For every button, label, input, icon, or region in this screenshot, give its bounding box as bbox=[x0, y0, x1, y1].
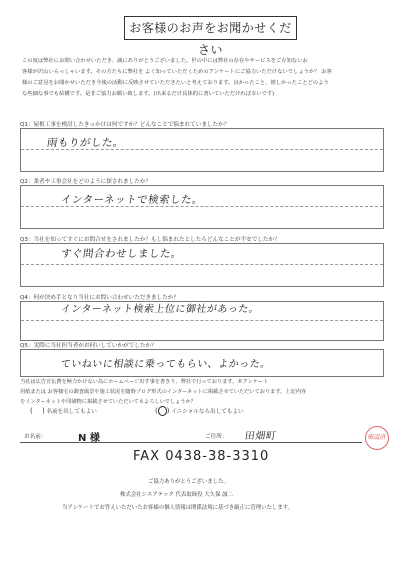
answer-box-3 bbox=[20, 243, 384, 287]
answer-3-handwriting: すぐ問合わせしました。 bbox=[60, 248, 183, 260]
consent-option-initials[interactable]: ( ) イニシャルなら出してもよい bbox=[155, 407, 244, 415]
address-handwriting: 田畑町 bbox=[243, 431, 277, 442]
name-value: N 様 bbox=[78, 433, 100, 444]
answer-box-5 bbox=[20, 349, 384, 377]
name-address-row bbox=[20, 428, 362, 443]
question-5-label: Q5：実際に当社担当者がお伺いしていかがでしたか？ bbox=[20, 343, 157, 349]
company-info: 株式会社シエアテック 代表取締役 大久保 誠二 bbox=[120, 492, 233, 498]
name-label: お名前： bbox=[24, 434, 47, 440]
circle-mark bbox=[158, 406, 167, 416]
confirmation-stamp bbox=[365, 426, 389, 450]
publication-notice bbox=[20, 377, 382, 407]
question-3-label: Q3：当社を知ってすぐにお問合せをされましたか？もし悩まれたとしたらどんなことが不安でしたか？ bbox=[20, 237, 280, 243]
answer-box-2 bbox=[20, 185, 384, 229]
consent-option-initials-label: イニシャルなら出してもよい bbox=[171, 409, 244, 415]
page-title: お客様のお声をお聞かせください bbox=[124, 16, 297, 40]
address-label: ご住所： bbox=[205, 434, 228, 440]
intro-line: この度は弊社にお問い合わせいただき、誠にありがとうございました。世の中には弊社の存在やサービスをご存知ないお bbox=[22, 58, 308, 64]
intro-line: 客様が沢山いらっしゃいます。その方たちに弊社を よく知っていただくためのアンケートにご協力いただけないでしょうか？ お客 bbox=[22, 69, 332, 75]
notice-line: 当社は広告宣伝費を極力かけない為にホームページ出す事を書きり、弊社で行っております。本アンケート bbox=[20, 379, 269, 385]
fax-number: FAX 0438-38-3310 bbox=[133, 449, 270, 464]
consent-option-name-label: 名前を出してもよい bbox=[46, 409, 97, 415]
stamp-text: 確認済 bbox=[367, 434, 386, 441]
intro-text bbox=[22, 56, 382, 100]
privacy-statement: 当アンケートでお答えいただいたお客様の個人情報は関係法規に基づき厳正に管理いたします。 bbox=[62, 505, 294, 511]
thanks-text: ご協力ありがとうございました。 bbox=[148, 479, 229, 485]
answer-1-handwriting: 雨もりがした。 bbox=[46, 137, 125, 149]
answer-4-handwriting: インターネット検索上位に御社があった。 bbox=[59, 304, 260, 315]
notice-line: をインターネットや印刷物に掲載させていただいてもよろしいでしょうか？ bbox=[20, 399, 196, 405]
answer-box-4 bbox=[20, 301, 384, 341]
intro-line: な些細な事でも結構です。是非ご協力お願い致します。(出来るだけ具体的に書いていただければ幸いです) bbox=[22, 91, 275, 97]
question-1-label: Q1：屋根工事を検討したきっかけは何ですか？どんなことで悩まれていましたか？ bbox=[20, 122, 230, 128]
intro-line: 様のご意見をお聞かせいただき今後の活動に反映させていただきたいと考えております。良かったこと、嬉しかったことどのよう bbox=[22, 80, 329, 86]
answer-box-1 bbox=[20, 128, 384, 172]
answer-5-handwriting: ていねいに相談に乗ってもらい、よかった。 bbox=[59, 359, 272, 370]
notice-line: 用紙または お客様宅の調査風景や施工状況を随時ブログ形式のインターネットに掲載させていただいております。上記内容 bbox=[20, 389, 307, 395]
question-2-label: Q2：業者や工事会社をどのように探されましたか？ bbox=[20, 179, 152, 185]
answer-2-handwriting: インターネットで検索した。 bbox=[60, 194, 204, 206]
question-4-label: Q4：何が決め手となり当社にお問い合わせいただきましたか？ bbox=[20, 295, 179, 301]
consent-option-name[interactable]: ( ) 名前を出してもよい bbox=[30, 407, 97, 415]
